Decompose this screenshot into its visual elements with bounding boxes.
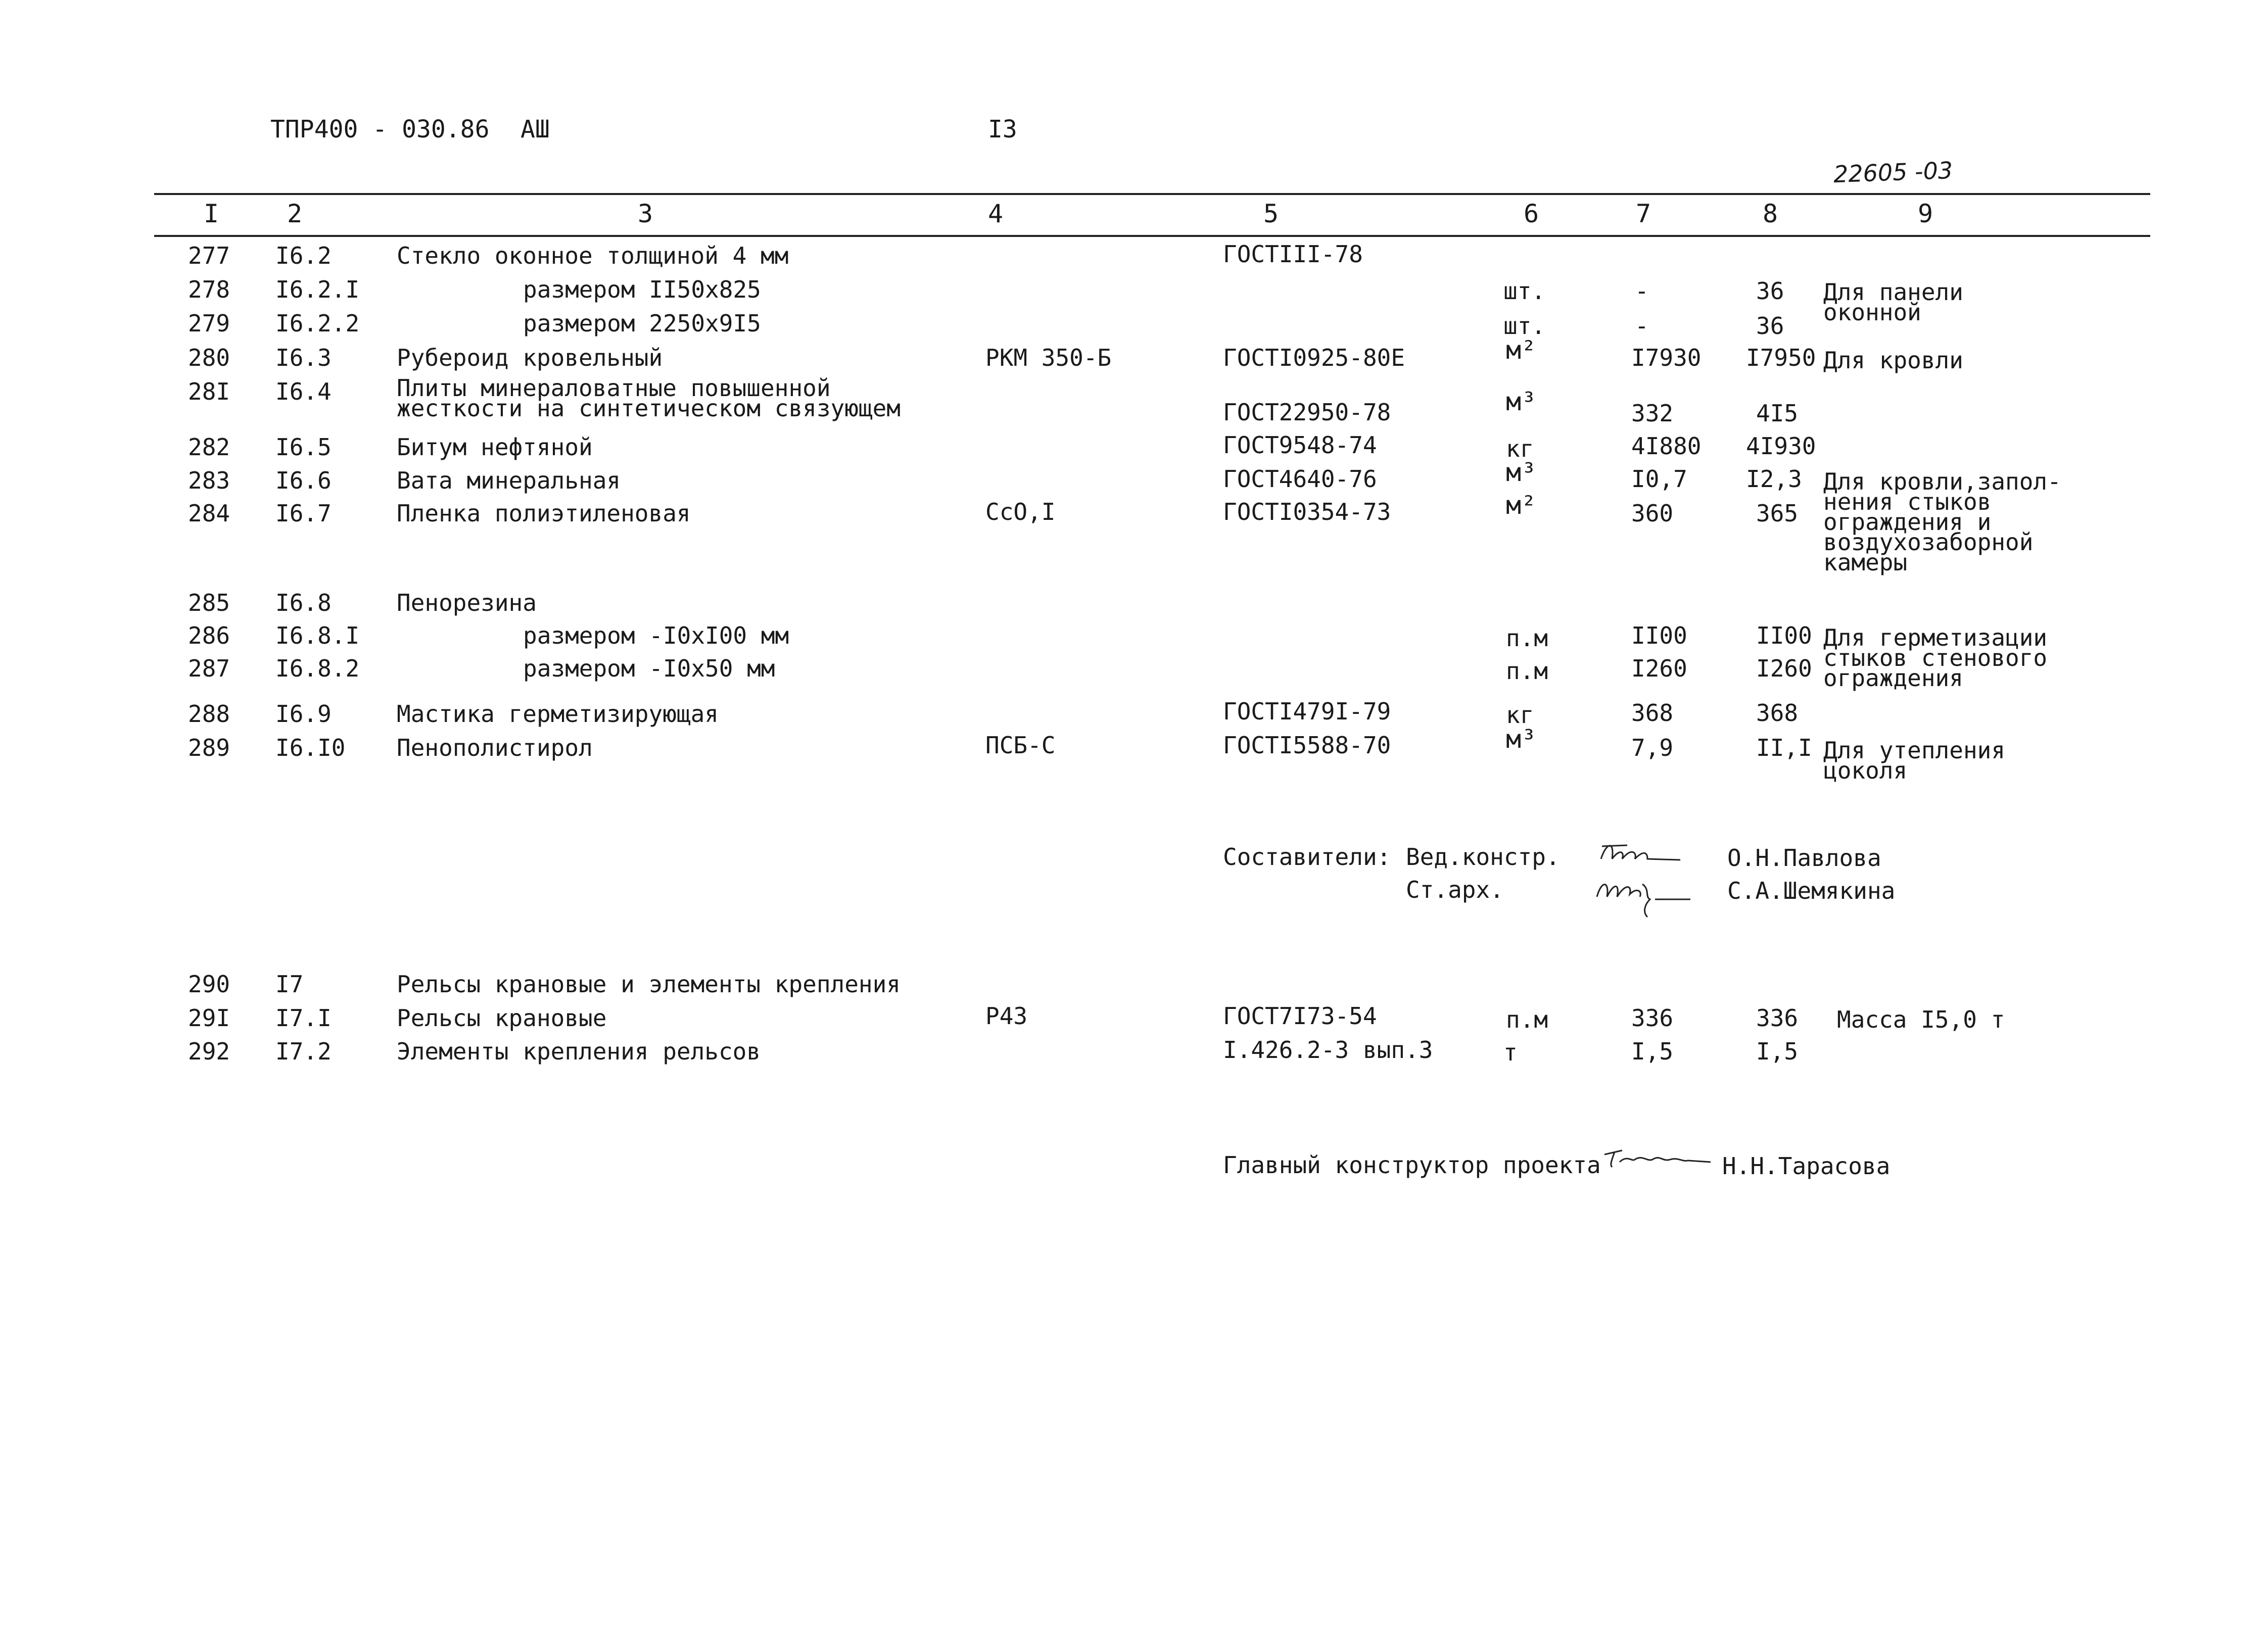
- header-top-rule: [154, 193, 2150, 195]
- row-name: размером II50x825: [523, 276, 761, 303]
- row-number: 279: [188, 310, 230, 337]
- row-position: I6.7: [275, 500, 332, 527]
- row-quantity-8: 36: [1756, 277, 1784, 305]
- row-mark: РКМ 350-Б: [985, 344, 1112, 371]
- signature-pavlova: [1597, 836, 1683, 874]
- row-unit: п.м: [1506, 657, 1548, 685]
- row-mark: СсО,I: [985, 498, 1056, 525]
- chief-designer-name: Н.Н.Тарасова: [1722, 1152, 1891, 1180]
- row-position: I6.2.2: [275, 310, 360, 337]
- row-position: I6.4: [275, 378, 332, 405]
- row-quantity-8: I260: [1756, 655, 1812, 682]
- row-note: Для утепления цоколя: [1823, 737, 2006, 784]
- row-quantity-7: 4I880: [1631, 432, 1702, 460]
- row-position: I6.8.I: [275, 622, 360, 649]
- row-quantity-7: 360: [1631, 500, 1674, 527]
- row-quantity-8: II00: [1756, 622, 1812, 649]
- row-name: Битум нефтяной: [397, 433, 593, 461]
- compiler-name-1: О.Н.Павлова: [1727, 844, 1881, 872]
- row-quantity-8: 4I930: [1746, 432, 1816, 460]
- row-note: Для герметизации стыков стенового ограждения: [1823, 624, 2048, 692]
- row-note: Для кровли,запол- нения стыков ограждения и воздухозаборной камеры: [1823, 468, 2061, 576]
- row-quantity-8: I7950: [1746, 344, 1816, 371]
- column-header-5: 5: [1263, 199, 1279, 228]
- column-header-8: 8: [1763, 199, 1778, 228]
- compiler-role-1: Вед.констр.: [1406, 843, 1560, 871]
- row-number: 288: [188, 700, 230, 728]
- row-quantity-7: 368: [1631, 699, 1674, 727]
- compilers-label: Составители:: [1223, 843, 1391, 871]
- row-name: Пенорезина: [397, 589, 537, 616]
- row-quantity-7: I7930: [1631, 344, 1702, 371]
- compiler-role-2: Ст.арх.: [1406, 876, 1504, 903]
- row-position: I6.6: [275, 467, 332, 494]
- row-number: 287: [188, 655, 230, 682]
- row-quantity-7: -: [1635, 312, 1649, 340]
- row-quantity-7: II00: [1631, 622, 1687, 649]
- row-quantity-7: I0,7: [1631, 465, 1687, 493]
- row-position: I6.I0: [275, 734, 346, 761]
- row-standard: ГОСТI0354-73: [1223, 498, 1391, 525]
- row-number: 283: [188, 467, 230, 494]
- inventory-number: 22605 -03: [1833, 156, 1953, 188]
- row-name: Рельсы крановые и элементы крепления: [397, 971, 901, 998]
- row-quantity-7: I,5: [1631, 1038, 1674, 1065]
- row-unit: м³: [1506, 458, 1537, 487]
- column-header-6: 6: [1524, 199, 1539, 228]
- row-quantity-8: II,I: [1756, 734, 1812, 761]
- row-standard: ГОСТ22950-78: [1223, 399, 1391, 426]
- row-number: 286: [188, 622, 230, 649]
- row-unit: кг: [1506, 701, 1534, 729]
- row-number: 290: [188, 971, 230, 998]
- row-standard: I.426.2-3 вып.3: [1223, 1036, 1433, 1064]
- row-number: 282: [188, 433, 230, 461]
- row-unit: т: [1503, 1039, 1518, 1066]
- row-position: I7.2: [275, 1038, 332, 1065]
- row-name: размером -I0xI00 мм: [523, 622, 789, 649]
- row-quantity-8: 365: [1756, 500, 1799, 527]
- doc-code: ТПР400 - 030.86: [270, 115, 490, 143]
- row-mark: Р43: [985, 1002, 1028, 1030]
- row-quantity-7: 332: [1631, 400, 1674, 427]
- signature-tarasova: [1602, 1139, 1713, 1177]
- column-header-2: 2: [287, 199, 303, 228]
- row-name: Мастика герметизирующая: [397, 700, 719, 728]
- chief-designer-label: Главный конструктор проекта: [1223, 1151, 1601, 1179]
- row-standard: ГОСТ9548-74: [1223, 431, 1377, 459]
- column-header-9: 9: [1918, 199, 1933, 228]
- doc-suffix: АШ: [521, 115, 550, 143]
- row-position: I7.I: [275, 1004, 332, 1032]
- row-unit: шт.: [1503, 312, 1546, 340]
- row-quantity-7: I260: [1631, 655, 1687, 682]
- row-name: Стекло оконное толщиной 4 мм: [397, 242, 789, 269]
- row-note: Масса I5,0 т: [1837, 1006, 2005, 1033]
- row-name: Плиты минераловатные повышенной жесткости на синтетическом связующем: [397, 374, 901, 422]
- row-quantity-7: 7,9: [1631, 734, 1674, 761]
- row-standard: ГОСТ4640-76: [1223, 465, 1377, 493]
- header-bottom-rule: [154, 235, 2150, 237]
- row-position: I7: [275, 971, 304, 998]
- column-header-7: 7: [1636, 199, 1651, 228]
- row-note: Для панели оконной: [1823, 278, 1963, 326]
- row-name: Пленка полиэтиленовая: [397, 500, 691, 527]
- row-standard: ГОСТI479I-79: [1223, 698, 1391, 725]
- row-name: размером 2250x9I5: [523, 310, 761, 337]
- row-position: I6.2: [275, 242, 332, 269]
- row-note: Для кровли: [1823, 347, 1963, 374]
- row-standard: ГОСТI5588-70: [1223, 732, 1391, 759]
- signature-shemyakina: [1594, 869, 1695, 927]
- row-unit: м³: [1506, 725, 1537, 754]
- row-quantity-8: 336: [1756, 1004, 1799, 1032]
- row-number: 289: [188, 734, 230, 761]
- row-position: I6.2.I: [275, 276, 360, 303]
- row-unit: м²: [1506, 335, 1537, 365]
- row-standard: ГОСТIII-78: [1223, 240, 1363, 268]
- row-unit: п.м: [1506, 1006, 1548, 1033]
- row-position: I6.8.2: [275, 655, 360, 682]
- row-number: 284: [188, 500, 230, 527]
- row-position: I6.3: [275, 344, 332, 371]
- compiler-name-2: С.А.Шемякина: [1727, 877, 1896, 904]
- row-number: 285: [188, 589, 230, 616]
- row-name: Элементы крепления рельсов: [397, 1038, 761, 1065]
- row-number: 29I: [188, 1004, 230, 1032]
- row-standard: ГОСТ7I73-54: [1223, 1002, 1377, 1030]
- row-name: Рубероид кровельный: [397, 344, 663, 371]
- row-mark: ПСБ-С: [985, 732, 1056, 759]
- row-position: I6.8: [275, 589, 332, 616]
- row-unit: п.м: [1506, 624, 1548, 652]
- row-name: размером -I0x50 мм: [523, 655, 775, 682]
- row-quantity-8: 368: [1756, 699, 1799, 727]
- row-position: I6.9: [275, 700, 332, 728]
- row-unit: шт.: [1503, 277, 1546, 305]
- column-header-1: I: [204, 199, 219, 228]
- row-number: 28I: [188, 378, 230, 405]
- row-number: 278: [188, 276, 230, 303]
- row-unit: м³: [1506, 387, 1537, 416]
- row-name: Вата минеральная: [397, 467, 621, 494]
- row-quantity-7: -: [1635, 277, 1649, 305]
- row-position: I6.5: [275, 433, 332, 461]
- row-quantity-8: I2,3: [1746, 465, 1802, 493]
- row-unit: м²: [1506, 491, 1537, 520]
- row-number: 292: [188, 1038, 230, 1065]
- column-header-4: 4: [988, 199, 1004, 228]
- row-standard: ГОСТI0925-80Е: [1223, 344, 1405, 371]
- page-number: I3: [988, 115, 1017, 143]
- row-quantity-8: 4I5: [1756, 400, 1799, 427]
- row-quantity-7: 336: [1631, 1004, 1674, 1032]
- row-quantity-8: I,5: [1756, 1038, 1799, 1065]
- row-number: 280: [188, 344, 230, 371]
- column-header-3: 3: [638, 199, 653, 228]
- row-name: Рельсы крановые: [397, 1004, 607, 1032]
- row-number: 277: [188, 242, 230, 269]
- row-quantity-8: 36: [1756, 312, 1784, 340]
- row-unit: кг: [1506, 435, 1534, 462]
- row-name: Пенополистирол: [397, 734, 593, 761]
